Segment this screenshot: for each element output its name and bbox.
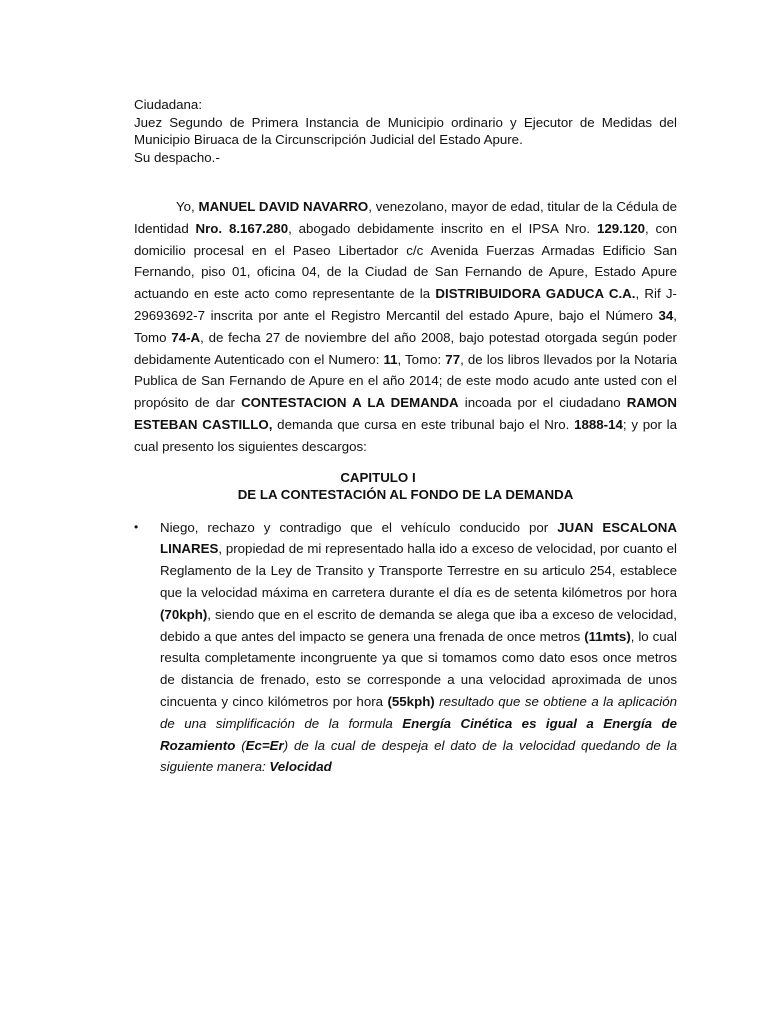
intro-paragraph: Yo, MANUEL DAVID NAVARRO, venezolano, mayor de edad, titular de la Cédula de Identidad Nro. 8.167.280, abogado debidamente inscrito en el IPSA Nro. 129.120, con domicilio procesal en el Paseo Libertador c/c Avenida Fuerzas Armadas Edificio San Fernando, piso 01, oficina 04, de la Ciudad de San Fernando de Apure, Estado Apure actuando en este acto como representante de la DISTRIBUIDORA GADUCA C.A., Rif J-29693692-7 inscrita por ante el Registro Mercantil del estado Apure, bajo el Número 34, Tomo 74-A, de fecha 27 de noviembre del año 2008, bajo potestad otorgada según poder debidamente Autenticado con el Numero: 11, Tomo: 77, de los libros llevados por la Notaria Publica de San Fernando de Apure en el año 2014; de este modo acudo ante usted con el propósito de dar CONTESTACION A LA DEMANDA incoada por el ciudadano RAMON ESTEBAN CASTILLO, demanda que cursa en este tribunal bajo el Nro. 1888-14; y por la cual presento los siguientes descargos: bbox=[134, 199, 678, 454]
closing-salutation: Su despacho.- bbox=[134, 149, 220, 165]
bullet-icon: • bbox=[134, 519, 139, 534]
driver-name: JUAN ESCALONA LINARES bbox=[160, 519, 677, 557]
speed-limit: (70kph) bbox=[160, 606, 208, 622]
addressee-block bbox=[134, 96, 677, 166]
plaintiff-name: RAMON ESTEBAN CASTILLO, bbox=[134, 395, 677, 432]
argument-list bbox=[134, 517, 677, 779]
power-number: 11 bbox=[383, 351, 398, 367]
registry-tomo: 74-A bbox=[171, 329, 201, 345]
power-tomo: 77 bbox=[445, 351, 461, 367]
list-item: • Niego, rechazo y contradigo que el vehículo conducido por JUAN ESCALONA LINARES, propiedad de mi representado halla ido a exceso de velocidad, por cuanto el Reglamento de la Ley de Transito y Transporte Terrestre en su articulo 254, establece que la velocidad máxima en carretera durante el día es de setenta kilómetros por hora (70kph), siendo que en el escrito de demanda se alega que iba a exceso de velocidad, debido a que antes del impacto se genera una frenada de once metros (11mts), lo cual resulta completamente incongruente ya que si tomamos como dato esos once metros de distancia de frenado, esto se corresponde a una velocidad aproximada de unos cincuenta y cinco kilómetros por hora (55kph) resultado que se obtiene a la aplicación de una simplificación de la formula Energía Cinética es igual a Energía de Rozamiento (Ec=Er) de la cual de despeja el dato de la velocidad quedando de la siguiente manera: Velocidad bbox=[134, 517, 677, 779]
energy-formula-text: Energía Cinética es igual a Energía de Rozamiento bbox=[160, 715, 678, 753]
court-name: Juez Segundo de Primera Instancia de Municipio ordinario y Ejecutor de Medidas del Municipio Biruaca de la Circunscripción Judicial del Estado Apure. bbox=[134, 114, 677, 147]
estimated-speed: (55kph) bbox=[387, 693, 435, 709]
registry-number: 34 bbox=[658, 307, 674, 323]
braking-distance: (11mts) bbox=[584, 628, 631, 644]
case-number: 1888-14 bbox=[574, 416, 623, 432]
company-name: DISTRIBUIDORA GADUCA C.A. bbox=[435, 286, 636, 302]
ipsa-number: 129.120 bbox=[596, 220, 646, 236]
cedula-number: Nro. 8.167.280 bbox=[195, 220, 289, 236]
chapter-title: CAPITULO I bbox=[340, 469, 416, 485]
velocidad-word: Velocidad bbox=[269, 759, 332, 775]
formula: Ec=Er bbox=[245, 737, 284, 753]
chapter-heading bbox=[134, 469, 677, 503]
attorney-name: MANUEL DAVID NAVARRO bbox=[198, 199, 369, 214]
contestacion-heading: CONTESTACION A LA DEMANDA bbox=[241, 395, 459, 411]
salutation: Ciudadana: bbox=[134, 97, 203, 112]
chapter-subtitle: DE LA CONTESTACIÓN AL FONDO DE LA DEMANDA bbox=[237, 486, 574, 502]
